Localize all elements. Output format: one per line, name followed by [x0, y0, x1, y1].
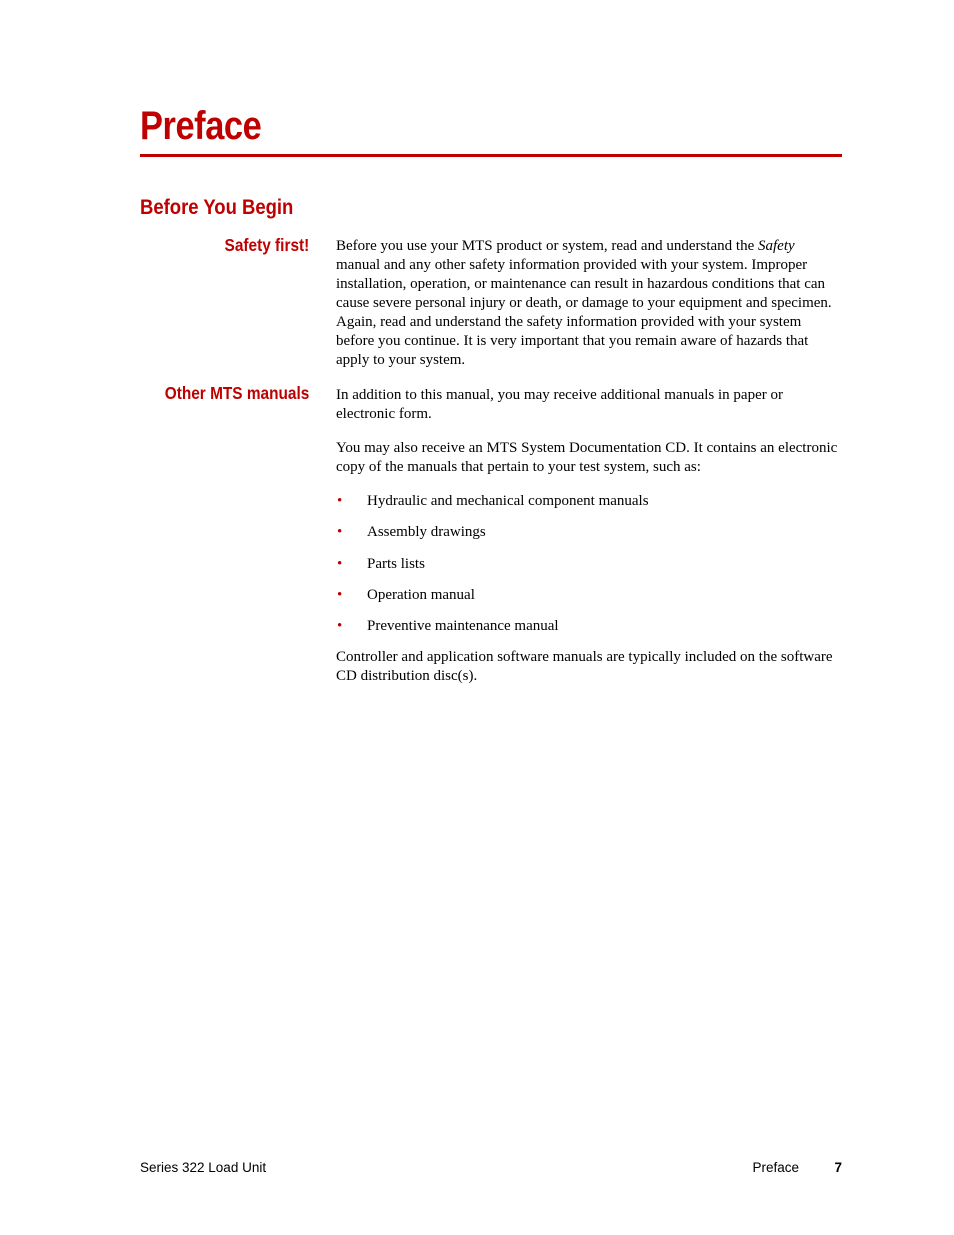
list-item — [336, 523, 842, 554]
safety-manual-title: Safety — [758, 238, 795, 254]
list-item — [336, 586, 842, 617]
bullet-icon: • — [337, 586, 343, 603]
safety-paragraph — [336, 237, 842, 370]
list-item — [336, 617, 842, 648]
manuals-body — [336, 386, 842, 686]
manuals-paragraph-1: In addition to this manual, you may receive additional manuals in paper or electronic form. — [336, 387, 783, 422]
bullet-icon: • — [337, 618, 343, 635]
manuals-paragraph-3: Controller and application software manuals are typically included on the software CD distribution disc(s). — [336, 649, 833, 685]
list-item — [336, 555, 842, 586]
manuals-paragraph-2: You may also receive an MTS System Documentation CD. It contains an electronic copy of the manuals that pertain to your test system, such as: — [336, 440, 838, 475]
list-item-text: Hydraulic and mechanical component manuals — [367, 493, 649, 509]
page-title: Preface — [140, 104, 262, 148]
list-item-text: Preventive maintenance manual — [367, 618, 559, 635]
safety-text-before: Before you use your MTS product or system, read and understand the — [336, 238, 758, 254]
footer-doc-title: Series 322 Load Unit — [140, 1160, 267, 1175]
title-rule — [140, 154, 842, 157]
list-item-text: Assembly drawings — [367, 524, 486, 541]
bullet-icon: • — [337, 524, 343, 541]
safety-text-after: manual and any other safety information provided with your system. Improper installation, operation, or maintenance can result in hazardous conditions that can cause severe personal injury or death, or damage to your equipment and specimen. Again, read and understand the safety information provided with your system before you continue. It is very important that you remain aware of hazards that apply to your system. — [336, 257, 832, 368]
list-item-text: Parts lists — [367, 555, 425, 572]
section-heading: Before You Begin — [140, 196, 294, 219]
manuals-list — [336, 492, 842, 648]
bullet-icon: • — [337, 555, 343, 572]
bullet-icon: • — [337, 493, 343, 509]
list-item-text: Operation manual — [367, 586, 475, 603]
footer-section-name: Preface — [752, 1160, 799, 1175]
safety-first-heading: Safety first! — [224, 235, 309, 255]
list-item — [336, 492, 842, 523]
footer-page-number: 7 — [834, 1160, 842, 1175]
other-manuals-heading: Other MTS manuals — [164, 383, 309, 403]
